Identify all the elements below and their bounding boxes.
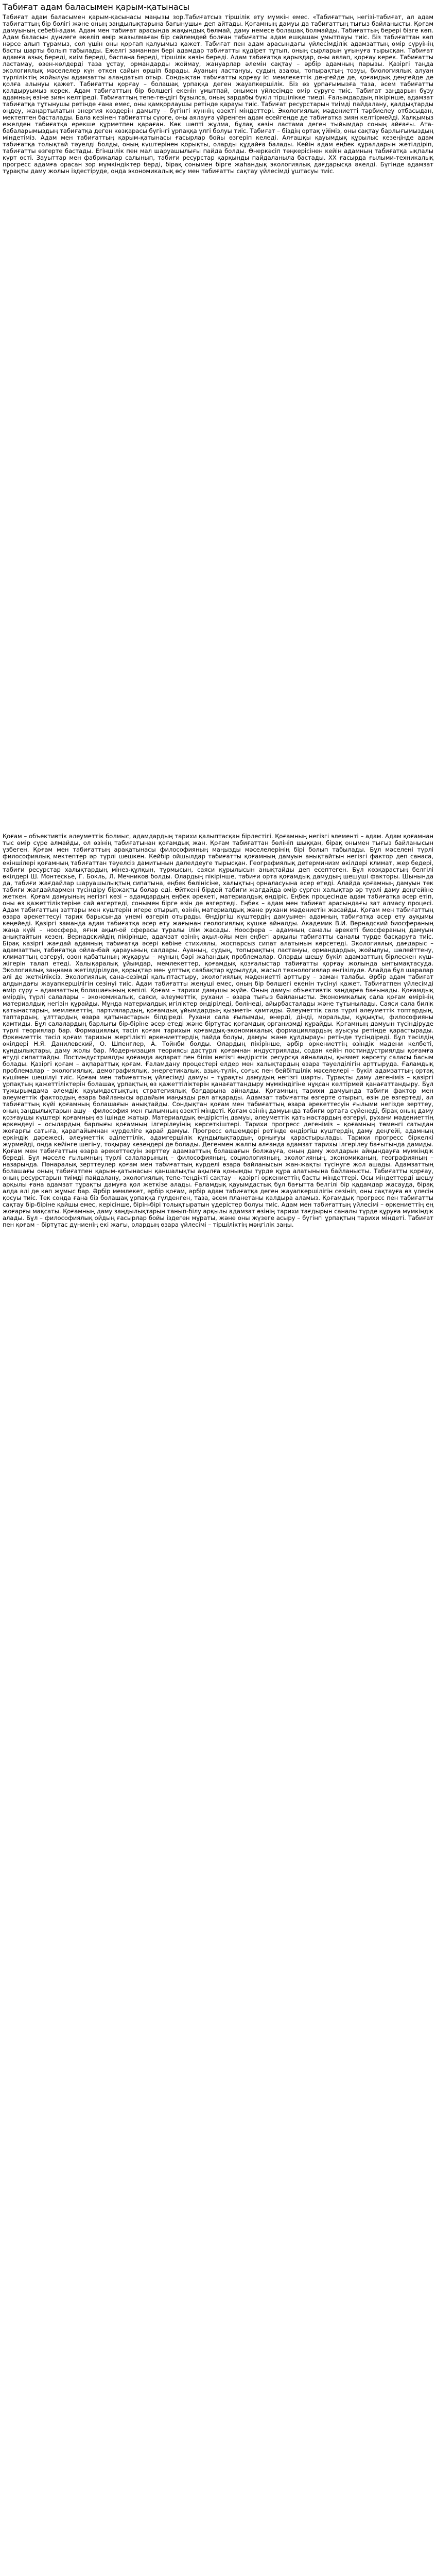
blank-image-area — [3, 635, 433, 833]
paragraph-2: Қоғам – объективтік әлеуметтік болмыс, адамдардың тарихи қалыптасқан бірлестігі. Қоғамның негізгі элементі – адам. Адам қоғамнан тыс өмір сүре алмайды, ол өзінің табиғатынан қоғамдық жан. Қоғам табиғаттан бөлініп шыққан, бірақ онымен тығыз байланысын үзбеген. Қоғам мен табиғаттың арақатынасы философияның маңызды мәселелерінің бірі болып табылады. Бұл мәселені түрлі философиялық мектептер әр түрлі шешкен. Кейбір ойшылдар табиғатты қоғамның дамуын анықтайтын негізгі фактор деп санаса, екіншілері қоғамның табиғаттан тәуелсіз дамитынын дәлелдеуге тырысқан. Географиялық детерминизм өкілдері климат, жер бедері, табиғи ресурстар халықтардың мінез-құлқын, тұрмысын, саяси құрылысын анықтайды деп есептеген. Бұл көзқарастың белгілі өкілдері Ш. Монтескье, Г. Бокль, Л. Мечников болды. Олардың пікірінше, табиғи орта қоғамдық дамудың шешуші факторы. Шынында да, табиғи жағдайлар шаруашылықтың сипатына, еңбек бөлінісіне, халықтың орналасуына әсер етеді. Алайда қоғамның дамуын тек табиғи жағдайлармен түсіндіру біржақты болар еді. Өйткені бірдей табиғи жағдайда өмір сүрген халықтар әр түрлі даму деңгейіне жеткен. Қоғам дамуының негізгі көзі – адамдардың еңбек әрекеті, материалдық өндіріс. Еңбек процесінде адам табиғатқа әсер етіп, оны өз қажеттіліктеріне сай өзгертеді, сонымен бірге өзін де өзгертеді. Еңбек – адам мен табиғат арасындағы зат алмасу процесі. Адам табиғаттың заттары мен күштерін игере отырып, өзінің материалдық және рухани мәдениетін жасайды. Қоғам мен табиғаттың өзара әрекеттесуі тарих барысында үнемі өзгеріп отырады. Өндіргіш күштердің дамуымен адамның табиғатқа әсер ету ауқымы кеңейеді. Қазіргі заманда адам табиғатқа әсер ету жағынан геологиялық күшке айналды. Академик В.И. Вернадский биосфераның жаңа күйі – ноосфера, яғни ақыл-ой сферасы туралы ілім жасады. Ноосфера – адамның саналы әрекеті биосфераның дамуын анықтайтын кезең. Вернадскийдің пікірінше, адамзат өзінің ақыл-ойы мен еңбегі арқылы табиғатты саналы түрде басқаруға тиіс. Бірақ қазіргі жағдай адамның табиғатқа әсері көбіне стихиялы, жоспарсыз сипат алатынын көрсетеді. Экологиялық дағдарыс – адамзаттың табиғатқа ойланбай қарауының салдары. Ауаның, судың, топырақтың ластануы, ормандардың жойылуы, шөлейттену, климаттың өзгеруі, озон қабатының жұқаруы – мұның бәрі жаһандық проблемалар. Оларды шешу бүкіл адамзаттың бірлескен күш-жігерін талап етеді. Халықаралық ұйымдар, мемлекеттер, қоғамдық қозғалыстар табиғатты қорғау жолында ынтымақтасуда. Экологиялық заңнама жетілдірілуде, қорықтар мен ұлттық саябақтар құрылуда, жасыл технологиялар енгізілуде. Алайда бұл шаралар әлі де жеткіліксіз. Экологиялық сана-сезімді қалыптастыру, экологиялық мәдениетті арттыру – заман талабы. Әрбір адам табиғат алдындағы жауапкершілігін сезінуі тиіс. Адам табиғатты жеңуші емес, оның бір бөлшегі екенін түсінуі қажет. Табиғатпен үйлесімді өмір сүру – адамзаттың болашағының кепілі. Қоғам – тарихи дамушы жүйе. Оның дамуы объективтік заңдарға бағынады. Қоғамдық өмірдің түрлі салалары – экономикалық, саяси, әлеуметтік, рухани – өзара тығыз байланысты. Экономикалық сала қоғам өмірінің материалдық негізін құрайды. Мұнда материалдық игіліктер өндіріледі, бөлінеді, айырбасталады және тұтынылады. Саяси сала билік қатынастарын, мемлекеттің, партиялардың, қоғамдық ұйымдардың қызметін қамтиды. Әлеуметтік сала түрлі әлеуметтік топтардың, таптардың, ұлттардың өзара қатынастарын білдіреді. Рухани сала ғылымды, өнерді, дінді, моральды, құқықты, философияны қамтиды. Бұл салалардың барлығы бір-біріне әсер етеді және біртұтас қоғамдық организмді құрайды. Қоғамның дамуын түсіндіруде түрлі теориялар бар. Формациялық тәсіл қоғам тарихын қоғамдық-экономикалық формациялардың ауысуы ретінде қарастырады. Өркениеттік тәсіл қоғам тарихын жергілікті өркениеттердің пайда болуы, дамуы және құлдырауы ретінде түсіндіреді. Бұл тәсілдің өкілдері Н.Я. Данилевский, О. Шпенглер, А. Тойнби болды. Олардың пікірінше, әрбір өркениеттің өзіндік мәдени келбеті, құндылықтары, даму жолы бар. Модернизация теориясы дәстүрлі қоғамнан индустриялды, содан кейін постиндустриялды қоғамға өтуді сипаттайды. Постиндустриялды қоғамда ақпарат пен білім негізгі өндірістік ресурсқа айналады, қызмет көрсету саласы басым болады. Қазіргі қоғам – ақпараттық қоғам. Ғаламдану процестері елдер мен халықтардың өзара тәуелділігін арттыруда. Ғаламдық проблемалар – экологиялық, демографиялық, энергетикалық, азық-түлік, соғыс пен бейбітшілік мәселелері – бүкіл адамзаттың ортақ күшімен шешілуі тиіс. Қоғам мен табиғаттың үйлесімді дамуы – тұрақты дамудың негізгі шарты. Тұрақты даму дегеніміз – қазіргі ұрпақтың қажеттіліктерін болашақ ұрпақтың өз қажеттіліктерін қанағаттандыру мүмкіндігіне нұқсан келтірмей қанағаттандыру. Бұл тұжырымдама әлемдік қауымдастықтың стратегиялық бағдарына айналды. Қоғамның тарихи дамуында табиғи фактор мен әлеуметтік фактордың өзара байланысы әрдайым маңызды рөл атқарады. Адамзат табиғатты өзгерте отырып, өзін де өзгертеді, ал табиғаттың күйі қоғамның болашағын анықтайды. Сондықтан қоғам мен табиғаттың өзара әрекеттесуін ғылыми негізде зерттеу, оның заңдылықтарын ашу – философия мен ғылымның өзекті міндеті. Қоғам өзінің дамуында табиғи ортаға сүйенеді, бірақ оның даму қозғаушы күштері қоғамның өз ішінде жатыр. Материалдық өндірістің дамуы, әлеуметтік қатынастардың өзгеруі, рухани мәдениеттің өркендеуі – осылардың барлығы қоғамның ілгерілеуінің көрсеткіштері. Тарихи прогресс дегеніміз – қоғамның төменгі сатыдан жоғарғы сатыға, қарапайымнан күрделіге қарай дамуы. Прогресс өлшемдері ретінде өндіргіш күштердің даму деңгейі, адамның еркіндік дәрежесі, әлеуметтік әділеттілік, адамгершілік құндылықтардың орнығуы қарастырылады. Тарихи прогресс біркелкі жүрмейді, онда кейінге шегіну, тоқырау кезеңдері де болады. Дегенмен жалпы алғанда адамзат тарихы ілгерілеу бағытында дамиды. Қоғам мен табиғаттың өзара әрекеттесуін зерттеу адамзаттың болашағын болжауға, оның даму жолдарын айқындауға мүмкіндік береді. Бұл мәселе ғылымның түрлі салаларының – философияның, социологияның, экологияның, экономиканың, географияның – назарында. Пәнаралық зерттеулер қоғам мен табиғаттың күрделі өзара байланысын жан-жақты түсінуге жол ашады. Адамзаттың болашағы оның табиғатпен қарым-қатынасын қаншалықты ақылға қонымды түрде құра алатынына байланысты. Табиғатты қорғау, оның ресурстарын тиімді пайдалану, экологиялық тепе-теңдікті сақтау – қазіргі өркениеттің басты міндеттері. Осы міндеттерді шешу арқылы ғана адамзат тұрақты дамуға қол жеткізе алады. Ғаламдық қауымдастық бұл бағытта белгілі бір қадамдар жасауда, бірақ алда әлі де көп жұмыс бар. Әрбір мемлекет, әрбір қоғам, әрбір адам табиғатқа деген жауапкершілігін сезініп, оны сақтауға өз үлесін қосуы тиіс. Тек сонда ғана біз болашақ ұрпаққа гүлденген, таза, әсем планетаны қалдыра аламыз. Қоғамдық прогресс пен табиғатты сақтау бір-біріне қайшы емес, керісінше, бірін-бірі толықтыратын үдерістер болуы тиіс. Адам мен табиғаттың үйлесімі – өркениеттің ең жоғарғы мақсаты. Қоғамның даму заңдылықтарын танып-білу арқылы адамзат өзінің тарихи тағдырын саналы түрде құруға мүмкіндік алады. Бұл – философиялық ойдың ғасырлар бойы іздеген мұраты, және оны жүзеге асыру – бүгінгі ұрпақтың тарихи міндеті. Табиғат пен қоғам – біртұтас дүниенің екі жағы, олардың өзара үйлесімі – тіршіліктің мәңгілік заңы. — [3, 833, 433, 1228]
paragraph-1: Табиғат адам баласымен қарым-қасынасы маңызы зор.Табиғатсыз тіршілік ету мүмкін емес. «Табиғаттың негізі-табиғат, ал адам табиғаттың бір бөлігі және оның заңдылықтарына бағынушы» деп айтады. Қоғамның дамуы да табиғаттың тығыз байланысты. Қоғам дамуының себебі-адам. Адам мен табиғат арасында жақындық бөлмай, даму немесе болашақ болмайды. Табиғаттың берері бізге көп. Адам баласын дүниеге әкеліп өмір жазылмаған бір сөйлемдей болған табиғатты адам ешқашан ұмытпауы тиіс. Біз табиғаттан көп нәрсе алып тұрамыз, сол үшін оны қорғап қалуымыз қажет. Табиғат пен адам арасындағы үйлесімділік адамзаттың өмір сүруінің басты шарты болып табылады. Ежелгі заманнан бері адамдар табиғатты құдірет тұтып, оның сырларын ұғынуға тырысқан. Табиғат адамға азық береді, киім береді, баспана береді, тіршілік көзін береді. Адам табиғатқа қарыздар, оны аялап, қорғау керек. Табиғатты ластамау, өзен-көлдерді таза ұстау, ормандарды жоймау, жануарлар әлемін сақтау – әрбір адамның парызы. Қазіргі таңда экологиялық мәселелер күн өткен сайын өршіп барады. Ауаның ластануы, судың азаюы, топырақтың тозуы, биологиялық алуан түрліліктің жойылуы адамзатты алаңдатып отыр. Сондықтан табиғатты қорғау ісі мемлекеттік деңгейде де, қоғамдық деңгейде де қолға алынуы қажет. Табиғатты қорғау – болашақ ұрпаққа деген жауапкершілік. Біз өз ұрпағымызға таза, әсем табиғатты қалдыруымыз керек. Адам табиғаттың бір бөлшегі екенін ұмытпай, онымен үйлесімде өмір сүруге тиіс. Табиғат заңдарын бұзу адамның өзіне зиян келтіреді. Табиғаттың тепе-теңдігі бұзылса, оның зардабы бүкіл тіршілікке тиеді. Ғалымдардың пікірінше, адамзат табиғатқа тұтынушы ретінде ғана емес, оны қамқорлаушы ретінде қарауы тиіс. Табиғат ресурстарын тиімді пайдалану, қалдықтарды өңдеу, жаңартылатын энергия көздерін дамыту – бүгінгі күннің өзекті міндеттері. Экологиялық мәдениетті тәрбиелеу отбасыдан, мектептен басталады. Бала кезінен табиғатты сүюге, оны аялауға үйренген адам есейгенде де табиғатқа зиян келтірмейді. Халқымыз ежелден табиғатқа ерекше құрметпен қараған. Көк шөпті жұлма, бұлақ көзін ластама деген тыйымдар соның айғағы. Ата-бабаларымыздың табиғатқа деген көзқарасы бүгінгі ұрпаққа үлгі болуы тиіс. Табиғат – біздің ортақ үйіміз, оны сақтау барлығымыздың міндетіміз. Адам мен табиғаттың қарым-қатынасы ғасырлар бойы өзгеріп келеді. Алғашқы қауымдық құрылыс кезеңінде адам табиғатқа толықтай тәуелді болды, оның күштерінен қорықты, оларды құдайға балады. Кейін адам еңбек құралдарын жетілдіріп, табиғатты өзгерте бастады. Егіншілік пен мал шаруашылығы пайда болды. Өнеркәсіп төңкерісінен кейін адамның табиғатқа ықпалы күрт өсті. Зауыттар мен фабрикалар салынып, табиғи ресурстар қарқынды пайдаланыла бастады. ХХ ғасырда ғылыми-техникалық прогресс адамға орасан зор мүмкіндіктер берді, бірақ сонымен бірге жаһандық экологиялық дағдарысқа әкелді. Бүгінде адамзат тұрақты даму жолын іздестіруде, онда экономикалық өсу мен табиғатты сақтау үйлесімді ұштасуы тиіс. — [3, 13, 433, 175]
page-title: Табиғат адам баласымен қарым-қатынасы — [3, 2, 190, 12]
